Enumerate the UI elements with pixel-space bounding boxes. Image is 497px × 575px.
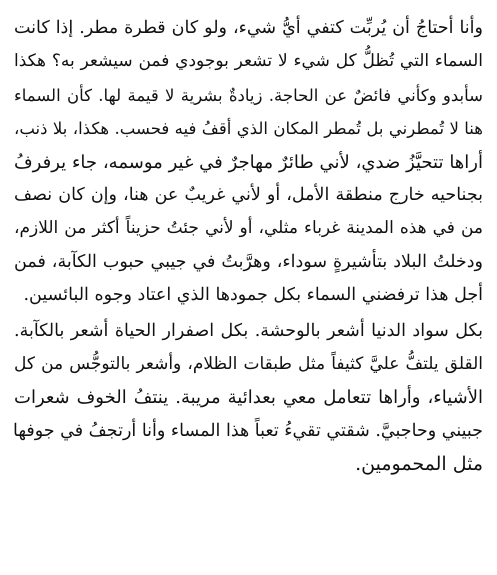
text-line: ودخلتُ البلاد بتأشيرةٍ سوداء، وهرَّبتُ في جيبي حبوب الكآبة، فمن — [14, 251, 483, 272]
text-line: بجناحيه خارج منطقة الأمل، أو لأني غريبٌ عن هنا، وإن كان نصف — [14, 184, 483, 205]
text-line: مثل المحمومين. — [355, 453, 483, 476]
text-line: من في هذه المدينة غرباء مثلي، أو لأني جئتُ حزيناً أكثر من اللازم، — [14, 218, 483, 239]
paragraph-1 — [14, 12, 483, 313]
text-line: هنا لا تُمطرني بل تُمطر المكان الذي أقفُ فيه فحسب. هكذا، بلا ذنب، — [14, 119, 483, 139]
text-line: سأبدو وكأني فائضٌ عن الحاجة. زيادةٌ بشرية لا قيمة لها. كأن السماء — [14, 85, 483, 105]
text-line: وأنا أحتاجُ أن يُربِّت كتفي أيُّ شيء، ولو كان قطرة مطر. إذا كانت — [14, 18, 483, 38]
text-line: جبيني وحاجبيَّ. شقتي تقيءُ تعباً هذا المساء وأنا أرتجفُ في جوفها — [12, 420, 483, 441]
text-line: أراها تتحيَّزُ ضدي، لأني طائرٌ مهاجرٌ في غير موسمه، جاء يرفرفُ — [14, 151, 483, 173]
text-line: القلق يلتفُّ عليَّ كثيفاً مثل طبقات الظلام، وأشعر بالتوجُّس من كل — [14, 353, 483, 374]
text-line: السماء التي تُظلُّ كل شيء لا تشعر بوجودي فمن سيشعر به؟ هكذا — [14, 51, 483, 72]
text-line: بكل سواد الدنيا أشعر بالوحشة. بكل اصفرار الحياة أشعر بالكآبة. — [14, 320, 483, 341]
paragraph-2 — [14, 315, 483, 482]
text-line: أجل هذا ترفضني السماء بكل جمودها الذي اعتاد وجوه البائسين. — [23, 285, 483, 306]
text-line: الأشياء، وأراها تتعامل معي بعدائية مريبة. ينتفُ الخوف شعرات — [14, 387, 483, 409]
